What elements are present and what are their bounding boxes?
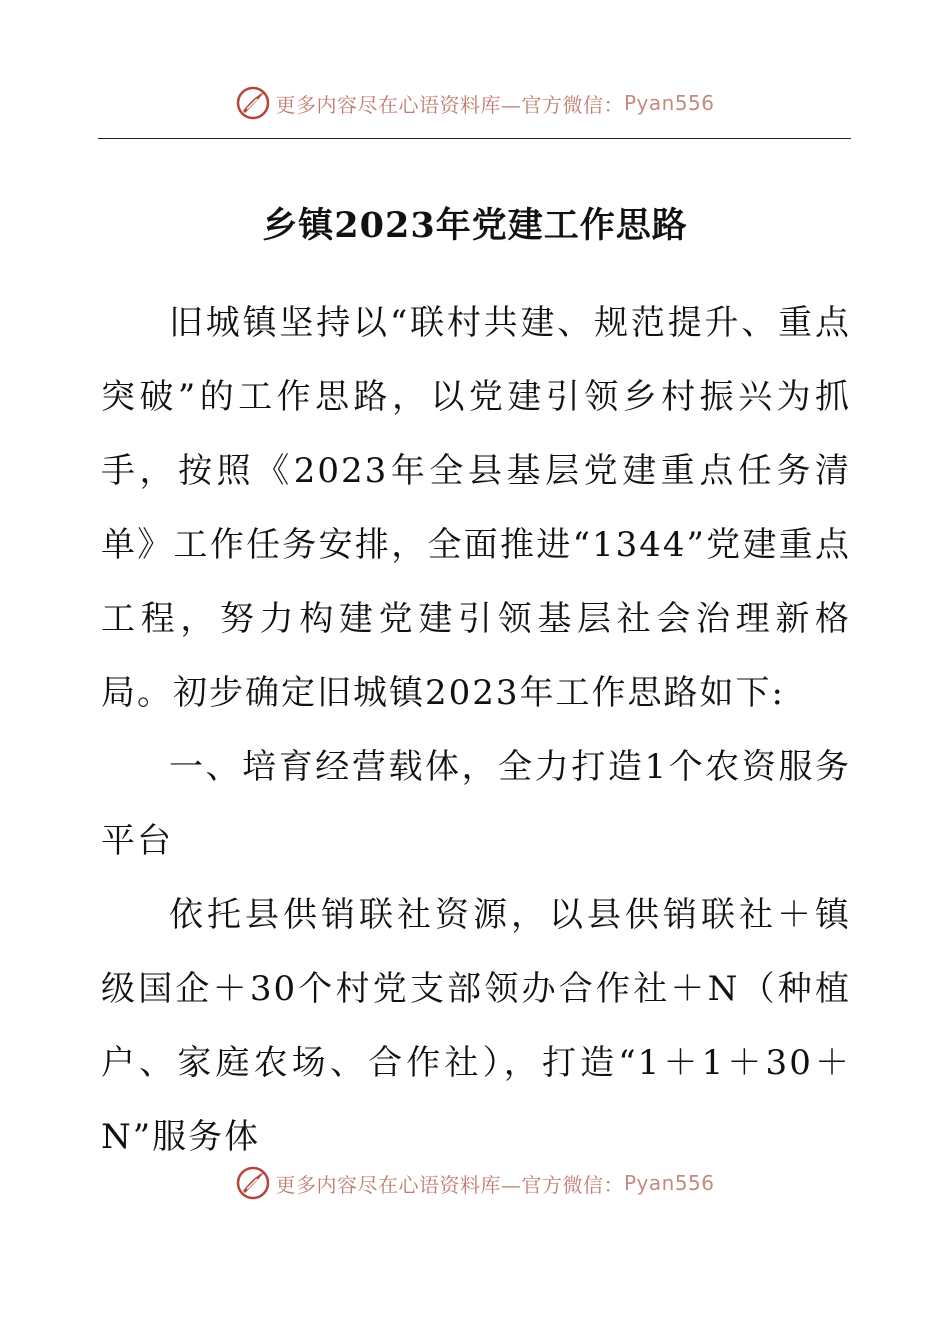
wechat-id: Pyan556 [623,1171,715,1195]
watermark-header [0,83,950,123]
watermark-text: 更多内容尽在心语资料库—官方微信： [275,1172,624,1197]
watermark-footer [0,1163,950,1203]
document-title: 乡镇2023年党建工作思路 [262,205,688,246]
wechat-id: Pyan556 [623,91,715,115]
quill-logo-icon [235,85,271,121]
paragraph-section-1: 依托县供销联社资源，以县供销联社＋镇级国企＋30个村党支部领办合作社＋N（种植户、家庭农场、合作社），打造“1＋1＋30＋N”服务体 [101,895,851,1157]
header-rule [98,138,851,139]
quill-logo-icon [235,1165,271,1201]
paragraph-intro: 旧城镇坚持以“联村共建、规范提升、重点突破”的工作思路，以党建引领乡村振兴为抓手，按照《2023年全县基层党建重点任务清单》工作任务安排，全面推进“1344”党建重点工程，努力构建党建引领基层社会治理新格局。初步确定旧城镇2023年工作思路如下: [101,303,851,713]
watermark-text: 更多内容尽在心语资料库—官方微信： [275,92,624,117]
document-body [101,286,851,1174]
section-heading-1: 一、培育经营载体，全力打造1个农资服务平台 [101,747,851,861]
